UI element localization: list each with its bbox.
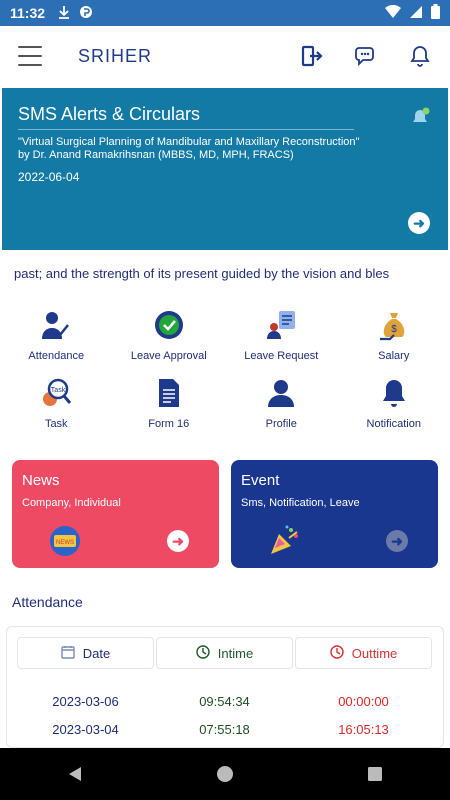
event-card-subtitle: Sms, Notification, Leave bbox=[241, 497, 360, 509]
circulars-banner[interactable] bbox=[2, 88, 448, 250]
clock-out-icon bbox=[330, 645, 344, 662]
row-date: 2023-03-06 bbox=[52, 693, 119, 709]
system-nav-bar bbox=[0, 748, 450, 800]
header-date bbox=[17, 637, 154, 669]
money-bag-icon bbox=[377, 308, 411, 342]
notification-bell-icon bbox=[410, 106, 432, 128]
menu-item-salary[interactable] bbox=[338, 308, 450, 362]
menu-label-profile: Profile bbox=[265, 418, 297, 430]
row-date: 2023-03-04 bbox=[52, 721, 119, 737]
bell-outline-icon[interactable] bbox=[408, 44, 432, 68]
header-intime-label: Intime bbox=[217, 645, 254, 661]
wifi-icon bbox=[385, 5, 401, 22]
back-icon[interactable] bbox=[64, 763, 86, 785]
app-bar bbox=[0, 26, 450, 86]
menu-label-notification: Notification bbox=[366, 418, 421, 430]
banner-next-button[interactable]: ➜ bbox=[408, 212, 430, 234]
news-card-title: News bbox=[22, 472, 60, 489]
bell-icon bbox=[377, 376, 411, 410]
attendance-icon bbox=[39, 308, 73, 342]
svg-text:NEWS: NEWS bbox=[56, 540, 74, 546]
row-intime: 09:54:34 bbox=[199, 693, 250, 709]
marquee-text: past; and the strength of its present guided by the vision and bles bbox=[14, 266, 390, 281]
row-outtime: 16:05:13 bbox=[338, 721, 389, 737]
attendance-section-title: Attendance bbox=[12, 594, 83, 610]
user-icon bbox=[264, 376, 298, 410]
battery-icon bbox=[431, 4, 440, 22]
hamburger-menu-icon[interactable] bbox=[18, 46, 42, 66]
app-badge-icon bbox=[79, 5, 93, 22]
event-open-button[interactable]: ➜ bbox=[386, 530, 408, 552]
menu-label-attendance: Attendance bbox=[28, 350, 85, 362]
table-row bbox=[17, 687, 433, 715]
banner-date: 2022-06-04 bbox=[18, 170, 80, 184]
download-icon bbox=[57, 5, 71, 22]
menu-item-attendance[interactable] bbox=[0, 308, 113, 362]
attendance-table bbox=[6, 626, 444, 748]
menu-item-profile[interactable] bbox=[225, 376, 338, 430]
status-bar bbox=[0, 0, 450, 26]
menu-label-form-16: Form 16 bbox=[148, 418, 190, 430]
chat-icon[interactable] bbox=[354, 44, 378, 68]
row-intime: 07:55:18 bbox=[199, 721, 250, 737]
menu-label-salary: Salary bbox=[378, 350, 410, 362]
svg-text:$: $ bbox=[390, 324, 397, 335]
attendance-rows bbox=[17, 687, 433, 743]
news-card-subtitle: Company, Individual bbox=[22, 497, 121, 509]
news-open-button[interactable]: ➜ bbox=[167, 530, 189, 552]
news-card[interactable] bbox=[12, 460, 219, 568]
header-date-label: Date bbox=[82, 645, 111, 661]
task-icon bbox=[39, 376, 73, 410]
signal-icon bbox=[409, 5, 423, 22]
svg-text:Task: Task bbox=[51, 387, 66, 394]
header-outtime bbox=[295, 637, 432, 669]
banner-title: SMS Alerts & Circulars bbox=[18, 104, 201, 124]
event-card[interactable] bbox=[231, 460, 438, 568]
menu-label-leave-request: Leave Request bbox=[244, 350, 319, 362]
leave-request-icon bbox=[264, 308, 298, 342]
clock-in-icon bbox=[196, 645, 210, 662]
check-circle-icon bbox=[152, 308, 186, 342]
home-icon[interactable] bbox=[214, 763, 236, 785]
event-card-title: Event bbox=[241, 472, 280, 489]
recents-icon[interactable] bbox=[364, 763, 386, 785]
header-intime bbox=[156, 637, 293, 669]
menu-item-leave-request[interactable] bbox=[225, 308, 338, 362]
document-icon bbox=[152, 376, 186, 410]
status-time: 11:32 bbox=[10, 5, 46, 21]
news-icon bbox=[48, 524, 82, 558]
banner-body: "Virtual Surgical Planning of Mandibular and Maxillary Reconstruction" by Dr. Anand Ramakrihsnan (MBBS, MD, MPH, FRACS) bbox=[18, 136, 360, 161]
menu-item-task[interactable] bbox=[0, 376, 113, 430]
quick-menu-grid bbox=[0, 308, 450, 430]
banner-divider bbox=[18, 129, 354, 130]
table-row bbox=[17, 715, 433, 743]
menu-item-form-16[interactable] bbox=[113, 376, 226, 430]
header-outtime-label: Outtime bbox=[351, 645, 398, 661]
attendance-header-row bbox=[17, 637, 433, 669]
menu-label-task: Task bbox=[44, 418, 68, 430]
menu-label-leave-approval: Leave Approval bbox=[130, 350, 207, 362]
menu-item-leave-approval[interactable] bbox=[113, 308, 226, 362]
party-popper-icon bbox=[267, 524, 301, 558]
calendar-icon bbox=[61, 645, 75, 662]
menu-item-notification[interactable] bbox=[338, 376, 450, 430]
app-title: SRIHER bbox=[78, 45, 153, 66]
logout-icon[interactable] bbox=[300, 44, 324, 68]
row-outtime: 00:00:00 bbox=[338, 693, 389, 709]
